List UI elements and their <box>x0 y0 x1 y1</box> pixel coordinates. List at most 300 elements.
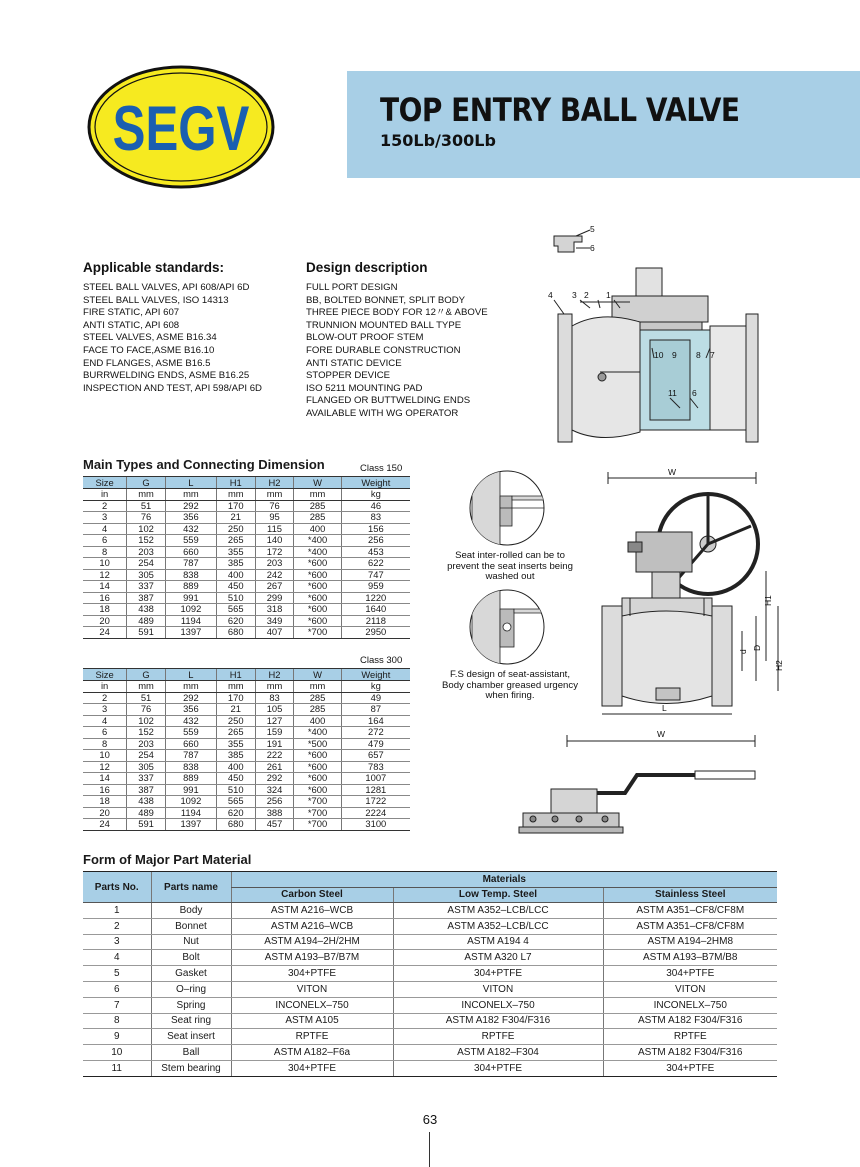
caption-line: Seat inter-rolled can be to <box>455 550 565 561</box>
table-row <box>83 500 410 512</box>
table-cell: 622 <box>341 558 410 570</box>
class300-body <box>83 681 410 831</box>
dimension-title: Main Types and Connecting Dimension <box>83 457 325 472</box>
table-cell: 783 <box>341 761 410 773</box>
table-cell: 127 <box>255 715 294 727</box>
table-cell: *600 <box>294 569 341 581</box>
table-cell: Seat insert <box>151 1029 231 1045</box>
table-cell: 787 <box>165 750 216 762</box>
table-cell: ASTM A182 F304/F316 <box>603 1013 777 1029</box>
table-row <box>83 1013 777 1029</box>
table-row <box>83 966 777 982</box>
table-row <box>83 604 410 616</box>
table-cell: 16 <box>83 784 127 796</box>
design-heading: Design description <box>306 260 428 275</box>
table-cell: 304+PTFE <box>393 1060 603 1076</box>
table-cell: *600 <box>294 750 341 762</box>
materials-table <box>83 871 777 1077</box>
table-cell: ASTM A193–B7M/B8 <box>603 950 777 966</box>
callout-3: 3 <box>572 290 577 300</box>
table-row <box>83 784 410 796</box>
table-cell: 407 <box>255 627 294 639</box>
table-cell: 254 <box>127 558 166 570</box>
table-cell: Nut <box>151 934 231 950</box>
col-header-materials: Materials <box>231 872 777 888</box>
callout-2: 2 <box>584 290 589 300</box>
table-cell: 510 <box>216 592 255 604</box>
table-cell: 102 <box>127 715 166 727</box>
table-cell: *500 <box>294 738 341 750</box>
table-row <box>83 1045 777 1061</box>
col-header: L <box>165 669 216 681</box>
table-cell: mm <box>165 681 216 693</box>
table-row <box>83 569 410 581</box>
table-cell: *600 <box>294 558 341 570</box>
table-cell: 1007 <box>341 773 410 785</box>
table-row <box>83 761 410 773</box>
lever-operated-valve-drawing <box>515 727 760 847</box>
table-cell: 304+PTFE <box>603 966 777 982</box>
table-cell: 20 <box>83 615 127 627</box>
table-cell: 2224 <box>341 807 410 819</box>
table-cell: 7 <box>83 997 151 1013</box>
table-cell: 3 <box>83 704 127 716</box>
table-cell: VITON <box>393 981 603 997</box>
table-cell: 49 <box>341 692 410 704</box>
table-cell: 6 <box>83 981 151 997</box>
table-cell: 254 <box>127 750 166 762</box>
table-cell: 95 <box>255 512 294 524</box>
table-row <box>83 981 777 997</box>
gear-operated-valve-drawing <box>596 466 786 716</box>
table-cell: 164 <box>341 715 410 727</box>
table-cell: 565 <box>216 604 255 616</box>
units-row <box>83 681 410 693</box>
table-cell: 6 <box>83 535 127 547</box>
table-cell: 680 <box>216 819 255 831</box>
dim-l-label: L <box>662 703 667 713</box>
table-cell: 1 <box>83 903 151 919</box>
page-number: 63 <box>422 1112 438 1127</box>
table-cell: in <box>83 489 127 501</box>
dim-small-d-label: d <box>738 649 748 654</box>
table-row <box>83 918 777 934</box>
logo-text: SEGV <box>112 93 250 164</box>
table-cell: ASTM A351–CF8/CF8M <box>603 903 777 919</box>
table-cell: INCONELX–750 <box>393 997 603 1013</box>
table-cell: 838 <box>165 569 216 581</box>
table-cell: 432 <box>165 715 216 727</box>
table-cell: 356 <box>165 512 216 524</box>
list-item: ANTI STATIC, API 608 <box>83 319 180 331</box>
table-cell: 51 <box>127 692 166 704</box>
table-cell: kg <box>341 489 410 501</box>
table-cell: *600 <box>294 761 341 773</box>
title-band <box>347 71 860 178</box>
table-row <box>83 903 777 919</box>
table-cell: 680 <box>216 627 255 639</box>
table-cell: 46 <box>341 500 410 512</box>
class150-table <box>83 476 410 639</box>
dim-h2-label: H2 <box>774 660 784 671</box>
table-cell: 3100 <box>341 819 410 831</box>
dim-d-label: D <box>752 644 762 651</box>
table-cell: 620 <box>216 807 255 819</box>
table-cell: 4 <box>83 523 127 535</box>
table-row <box>83 819 410 831</box>
table-row <box>83 997 777 1013</box>
table-row <box>83 1029 777 1045</box>
table-cell: VITON <box>603 981 777 997</box>
table-row <box>83 535 410 547</box>
list-item: STEEL BALL VALVES, ISO 14313 <box>83 294 229 306</box>
table-cell: 250 <box>216 715 255 727</box>
table-cell: ASTM A182 F304/F316 <box>603 1045 777 1061</box>
table-cell: 305 <box>127 569 166 581</box>
dim-h1-label: H1 <box>763 595 773 606</box>
table-cell: 292 <box>255 773 294 785</box>
list-item: ANTI STATIC DEVICE <box>306 357 402 369</box>
table-cell: 2950 <box>341 627 410 639</box>
table-row <box>83 512 410 524</box>
table-cell: 285 <box>294 692 341 704</box>
table-cell: 305 <box>127 761 166 773</box>
table-cell: *400 <box>294 727 341 739</box>
list-item: FORE DURABLE CONSTRUCTION <box>306 344 461 356</box>
table-cell: 388 <box>255 807 294 819</box>
table-cell: 318 <box>255 604 294 616</box>
table-cell: 489 <box>127 615 166 627</box>
table-cell: 356 <box>165 704 216 716</box>
table-cell: ASTM A182–F6a <box>231 1045 393 1061</box>
callout-5: 5 <box>590 224 595 234</box>
table-cell: 250 <box>216 523 255 535</box>
list-item: BB, BOLTED BONNET, SPLIT BODY <box>306 294 466 306</box>
col-header: Size <box>83 477 127 489</box>
callout-1: 1 <box>606 290 611 300</box>
table-cell: 8 <box>83 546 127 558</box>
table-cell: 889 <box>165 773 216 785</box>
class150-body <box>83 489 410 639</box>
col-header: W <box>294 669 341 681</box>
table-cell: 438 <box>127 796 166 808</box>
table-cell: *600 <box>294 604 341 616</box>
table-cell: 87 <box>341 704 410 716</box>
table-cell: 24 <box>83 627 127 639</box>
table-row <box>83 738 410 750</box>
table-cell: 1397 <box>165 627 216 639</box>
table-cell: *600 <box>294 581 341 593</box>
table-row <box>83 796 410 808</box>
table-cell: 12 <box>83 761 127 773</box>
table-cell: 285 <box>294 512 341 524</box>
table-row <box>83 615 410 627</box>
callout-7: 7 <box>710 350 715 360</box>
table-cell: 620 <box>216 615 255 627</box>
list-item: BURRWELDING ENDS, ASME B16.25 <box>83 370 250 382</box>
table-cell: ASTM A182–F304 <box>393 1045 603 1061</box>
table-cell: ASTM A351–CF8/CF8M <box>603 918 777 934</box>
table-cell: 203 <box>127 738 166 750</box>
table-cell: mm <box>216 489 255 501</box>
table-cell: 1722 <box>341 796 410 808</box>
seat-caption-1 <box>440 551 580 583</box>
table-cell: 387 <box>127 784 166 796</box>
table-cell: 267 <box>255 581 294 593</box>
table-cell: 292 <box>165 500 216 512</box>
caption-line: washed out <box>485 571 535 582</box>
table-cell: ASTM A193–B7/B7M <box>231 950 393 966</box>
table-cell: 2 <box>83 692 127 704</box>
table-cell: 10 <box>83 558 127 570</box>
col-header-part-name: Parts name <box>151 872 231 903</box>
table-cell: 256 <box>341 535 410 547</box>
table-cell: ASTM A105 <box>231 1013 393 1029</box>
list-item: STEEL VALVES, ASME B16.34 <box>83 332 217 344</box>
col-header: H1 <box>216 477 255 489</box>
table-cell: 959 <box>341 581 410 593</box>
callout-10: 10 <box>654 350 664 360</box>
col-header-low-temp: Low Temp. Steel <box>393 887 603 903</box>
table-cell: 11 <box>83 1060 151 1076</box>
table-cell: 83 <box>341 512 410 524</box>
col-header: H1 <box>216 669 255 681</box>
table-cell: 591 <box>127 819 166 831</box>
table-cell: mm <box>127 681 166 693</box>
table-cell: 400 <box>216 761 255 773</box>
table-cell: 355 <box>216 738 255 750</box>
table-cell: 1092 <box>165 796 216 808</box>
table-row <box>83 546 410 558</box>
table-cell: 349 <box>255 615 294 627</box>
callout-9: 9 <box>672 350 677 360</box>
list-item: THREE PIECE BODY FOR 12〃& ABOVE <box>306 307 488 319</box>
table-cell: 170 <box>216 500 255 512</box>
table-cell: 1092 <box>165 604 216 616</box>
table-cell: in <box>83 681 127 693</box>
table-cell: 400 <box>294 715 341 727</box>
col-header: W <box>294 477 341 489</box>
table-cell: 1220 <box>341 592 410 604</box>
table-cell: 2118 <box>341 615 410 627</box>
table-cell: mm <box>294 681 341 693</box>
table-cell: 102 <box>127 523 166 535</box>
callout-4: 4 <box>548 290 553 300</box>
table-cell: 385 <box>216 750 255 762</box>
table-cell: 8 <box>83 1013 151 1029</box>
table-cell: 479 <box>341 738 410 750</box>
table-cell: *600 <box>294 592 341 604</box>
table-cell: 1640 <box>341 604 410 616</box>
table-cell: 787 <box>165 558 216 570</box>
table-row <box>83 807 410 819</box>
table-cell: 453 <box>341 546 410 558</box>
table-cell: 256 <box>255 796 294 808</box>
table-cell: 304+PTFE <box>603 1060 777 1076</box>
table-cell: mm <box>294 489 341 501</box>
col-header: G <box>127 477 166 489</box>
table-cell: 21 <box>216 704 255 716</box>
table-cell: 285 <box>294 500 341 512</box>
table-cell: 1397 <box>165 819 216 831</box>
list-item: FACE TO FACE,ASME B16.10 <box>83 344 215 356</box>
materials-body <box>83 903 777 1077</box>
table-cell: 21 <box>216 512 255 524</box>
list-item: TRUNNION MOUNTED BALL TYPE <box>306 319 462 331</box>
table-cell: 8 <box>83 738 127 750</box>
table-cell: Bolt <box>151 950 231 966</box>
table-row <box>83 692 410 704</box>
table-cell: *600 <box>294 773 341 785</box>
table-cell: 432 <box>165 523 216 535</box>
table-cell: 159 <box>255 727 294 739</box>
table-row <box>83 934 777 950</box>
table-cell: ASTM A216–WCB <box>231 918 393 934</box>
table-cell: 304+PTFE <box>231 966 393 982</box>
col-header: Weight <box>341 477 410 489</box>
table-cell: 6 <box>83 727 127 739</box>
col-header: L <box>165 477 216 489</box>
callout-8: 8 <box>696 350 701 360</box>
table-cell: *700 <box>294 627 341 639</box>
table-cell: mm <box>165 489 216 501</box>
table-cell: 10 <box>83 1045 151 1061</box>
table-cell: 24 <box>83 819 127 831</box>
table-cell: 242 <box>255 569 294 581</box>
table-cell: 660 <box>165 738 216 750</box>
col-header: Weight <box>341 669 410 681</box>
table-cell: INCONELX–750 <box>231 997 393 1013</box>
table-row <box>83 773 410 785</box>
table-cell: 559 <box>165 535 216 547</box>
class150-label: Class 150 <box>360 463 403 474</box>
table-cell: 489 <box>127 807 166 819</box>
list-item: FULL PORT DESIGN <box>306 282 398 293</box>
list-item: ISO 5211 MOUNTING PAD <box>306 382 423 394</box>
seat-caption-2 <box>436 670 584 702</box>
table-cell: INCONELX–750 <box>603 997 777 1013</box>
table-cell: 991 <box>165 592 216 604</box>
table-cell: Spring <box>151 997 231 1013</box>
table-cell: 140 <box>255 535 294 547</box>
table-cell: 3 <box>83 934 151 950</box>
table-cell: 12 <box>83 569 127 581</box>
table-cell: RPTFE <box>393 1029 603 1045</box>
col-header-stainless: Stainless Steel <box>603 887 777 903</box>
table-cell: *400 <box>294 535 341 547</box>
callout-6b: 6 <box>692 388 697 398</box>
table-row <box>83 581 410 593</box>
table-cell: *600 <box>294 784 341 796</box>
table-cell: 565 <box>216 796 255 808</box>
table-row <box>83 1060 777 1076</box>
table-cell: 450 <box>216 773 255 785</box>
table-cell: Seat ring <box>151 1013 231 1029</box>
table-cell: 20 <box>83 807 127 819</box>
table-cell: 292 <box>165 692 216 704</box>
table-cell: mm <box>127 489 166 501</box>
table-cell: 272 <box>341 727 410 739</box>
table-cell: 265 <box>216 727 255 739</box>
table-cell: 191 <box>255 738 294 750</box>
dim-w2-label: W <box>657 729 666 739</box>
dim-w-label: W <box>668 467 677 477</box>
table-cell: *700 <box>294 819 341 831</box>
table-cell: 400 <box>294 523 341 535</box>
table-cell: 203 <box>127 546 166 558</box>
table-cell: 400 <box>216 569 255 581</box>
table-cell: 172 <box>255 546 294 558</box>
table-cell: Stem bearing <box>151 1060 231 1076</box>
table-cell: 285 <box>294 704 341 716</box>
table-cell: ASTM A320 L7 <box>393 950 603 966</box>
segv-logo <box>86 64 276 190</box>
table-row <box>83 715 410 727</box>
table-cell: 337 <box>127 773 166 785</box>
class300-table <box>83 668 410 831</box>
table-cell: 152 <box>127 727 166 739</box>
table-cell: 203 <box>255 558 294 570</box>
col-header: G <box>127 669 166 681</box>
table-cell: 14 <box>83 581 127 593</box>
table-cell: ASTM A182 F304/F316 <box>393 1013 603 1029</box>
table-row <box>83 627 410 639</box>
col-header-part-no: Parts No. <box>83 872 151 903</box>
table-cell: 265 <box>216 535 255 547</box>
table-row <box>83 750 410 762</box>
table-cell: 14 <box>83 773 127 785</box>
table-cell: 2 <box>83 500 127 512</box>
table-cell: 657 <box>341 750 410 762</box>
class300-label: Class 300 <box>360 655 403 666</box>
table-cell: *600 <box>294 615 341 627</box>
col-header: Size <box>83 669 127 681</box>
table-cell: 51 <box>127 500 166 512</box>
table-cell: 889 <box>165 581 216 593</box>
list-item: END FLANGES, ASME B16.5 <box>83 357 211 369</box>
table-cell: *700 <box>294 807 341 819</box>
table-cell: Body <box>151 903 231 919</box>
table-cell: 324 <box>255 784 294 796</box>
list-item: AVAILABLE WITH WG OPERATOR <box>306 407 459 419</box>
table-cell: ASTM A194 4 <box>393 934 603 950</box>
table-cell: 387 <box>127 592 166 604</box>
table-cell: O–ring <box>151 981 231 997</box>
caption-line: prevent the seat inserts being <box>447 560 573 572</box>
table-cell: ASTM A194–2HM8 <box>603 934 777 950</box>
table-cell: 16 <box>83 592 127 604</box>
table-cell: 18 <box>83 796 127 808</box>
caption-line: F.S design of seat-assistant, <box>450 669 570 680</box>
materials-title: Form of Major Part Material <box>83 852 252 867</box>
col-header-carbon: Carbon Steel <box>231 887 393 903</box>
table-cell: 261 <box>255 761 294 773</box>
units-row <box>83 489 410 501</box>
table-cell: 4 <box>83 950 151 966</box>
table-cell: Bonnet <box>151 918 231 934</box>
list-item: BLOW-OUT PROOF STEM <box>306 332 424 344</box>
table-row <box>83 592 410 604</box>
table-cell: 450 <box>216 581 255 593</box>
callout-11: 11 <box>668 388 677 398</box>
table-cell: 299 <box>255 592 294 604</box>
table-cell: 1194 <box>165 807 216 819</box>
table-cell: 105 <box>255 704 294 716</box>
table-cell: 337 <box>127 581 166 593</box>
table-cell: 4 <box>83 715 127 727</box>
table-cell: 991 <box>165 784 216 796</box>
table-cell: 156 <box>341 523 410 535</box>
